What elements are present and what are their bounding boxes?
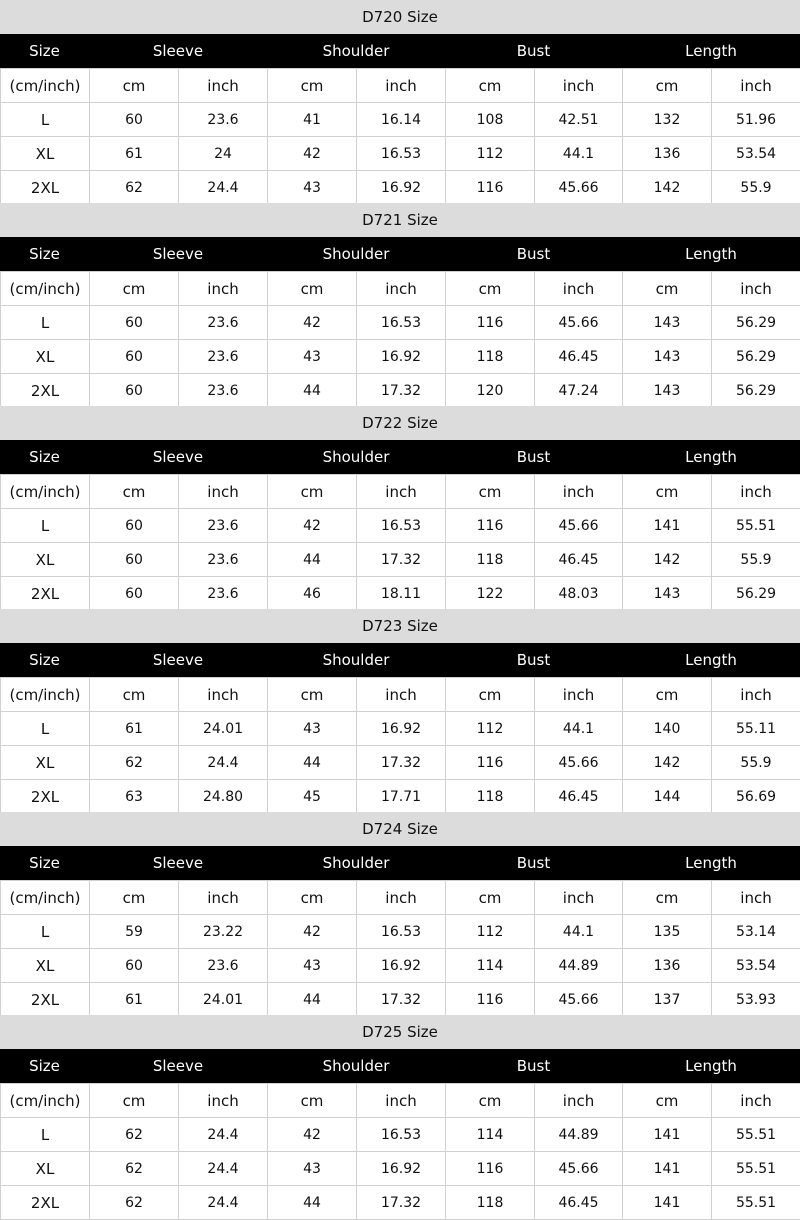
unit-cell: cm — [90, 69, 179, 103]
unit-cell: inch — [712, 475, 800, 509]
column-header-bust: Bust — [445, 237, 622, 271]
unit-cell: cm — [268, 272, 357, 306]
measurement-cell: 63 — [90, 780, 179, 814]
measurement-cell: 59 — [90, 915, 179, 949]
units-row — [1, 475, 800, 509]
size-label-cell: 2XL — [1, 780, 90, 814]
measurement-cell: 44 — [268, 983, 357, 1017]
measurement-cell: 45.66 — [535, 171, 623, 205]
measurement-cell: 55.51 — [712, 1152, 800, 1186]
column-header-size: Size — [0, 34, 89, 68]
measurement-cell: 53.54 — [712, 137, 800, 171]
measurement-cell: 16.92 — [357, 712, 446, 746]
size-label-cell: 2XL — [1, 983, 90, 1017]
measurement-cell: 43 — [268, 171, 357, 205]
measurement-cell: 114 — [446, 1118, 535, 1152]
measurement-cell: 116 — [446, 306, 535, 340]
measurement-cell: 55.9 — [712, 543, 800, 577]
measurement-cell: 42 — [268, 137, 357, 171]
measurement-cell: 24.80 — [179, 780, 268, 814]
column-header-length: Length — [622, 846, 800, 880]
table-title: D723 Size — [0, 609, 800, 643]
measurement-cell: 17.71 — [357, 780, 446, 814]
measurement-cell: 44 — [268, 746, 357, 780]
measurement-cell: 142 — [623, 543, 712, 577]
measurement-cell: 61 — [90, 712, 179, 746]
measurement-grid — [0, 1083, 800, 1220]
measurement-cell: 62 — [90, 171, 179, 205]
measurement-cell: 23.6 — [179, 543, 268, 577]
measurement-cell: 56.69 — [712, 780, 800, 814]
measurement-cell: 55.51 — [712, 509, 800, 543]
measurement-cell: 142 — [623, 171, 712, 205]
unit-cell: cm — [623, 475, 712, 509]
unit-cell: cm — [446, 881, 535, 915]
measurement-cell: 24.01 — [179, 712, 268, 746]
units-label: (cm/inch) — [1, 881, 90, 915]
unit-cell: cm — [90, 678, 179, 712]
measurement-cell: 141 — [623, 1118, 712, 1152]
measurement-cell: 16.92 — [357, 340, 446, 374]
unit-cell: cm — [268, 69, 357, 103]
column-header-row — [0, 643, 800, 677]
units-row — [1, 272, 800, 306]
measurement-cell: 56.29 — [712, 374, 800, 408]
measurement-cell: 42.51 — [535, 103, 623, 137]
measurement-cell: 55.11 — [712, 712, 800, 746]
column-header-sleeve: Sleeve — [89, 34, 267, 68]
table-row — [1, 171, 800, 205]
measurement-cell: 46.45 — [535, 780, 623, 814]
measurement-cell: 23.6 — [179, 103, 268, 137]
column-header-sleeve: Sleeve — [89, 440, 267, 474]
measurement-cell: 60 — [90, 543, 179, 577]
table-row — [1, 915, 800, 949]
unit-cell: inch — [535, 272, 623, 306]
measurement-cell: 118 — [446, 1186, 535, 1220]
size-table-1 — [0, 0, 800, 203]
measurement-cell: 141 — [623, 1152, 712, 1186]
table-row — [1, 543, 800, 577]
table-title: D722 Size — [0, 406, 800, 440]
measurement-cell: 23.6 — [179, 374, 268, 408]
column-header-row — [0, 846, 800, 880]
unit-cell: cm — [90, 1084, 179, 1118]
measurement-cell: 45.66 — [535, 306, 623, 340]
measurement-cell: 142 — [623, 746, 712, 780]
measurement-cell: 16.53 — [357, 509, 446, 543]
measurement-cell: 136 — [623, 137, 712, 171]
table-row — [1, 780, 800, 814]
measurement-cell: 16.53 — [357, 1118, 446, 1152]
column-header-shoulder: Shoulder — [267, 1049, 445, 1083]
measurement-cell: 16.92 — [357, 171, 446, 205]
unit-cell: inch — [357, 678, 446, 712]
column-header-size: Size — [0, 237, 89, 271]
measurement-cell: 16.53 — [357, 915, 446, 949]
table-title: D724 Size — [0, 812, 800, 846]
column-header-sleeve: Sleeve — [89, 643, 267, 677]
measurement-cell: 43 — [268, 949, 357, 983]
units-row — [1, 678, 800, 712]
measurement-cell: 56.29 — [712, 577, 800, 611]
unit-cell: inch — [712, 69, 800, 103]
size-table-5 — [0, 812, 800, 1015]
measurement-cell: 56.29 — [712, 340, 800, 374]
measurement-cell: 24.4 — [179, 1118, 268, 1152]
measurement-grid — [0, 880, 800, 1017]
unit-cell: cm — [623, 881, 712, 915]
measurement-cell: 118 — [446, 780, 535, 814]
measurement-cell: 44.1 — [535, 915, 623, 949]
measurement-cell: 55.9 — [712, 746, 800, 780]
measurement-cell: 23.22 — [179, 915, 268, 949]
measurement-cell: 141 — [623, 509, 712, 543]
measurement-cell: 116 — [446, 509, 535, 543]
measurement-cell: 137 — [623, 983, 712, 1017]
size-table-6 — [0, 1015, 800, 1218]
table-row — [1, 949, 800, 983]
table-title: D721 Size — [0, 203, 800, 237]
column-header-bust: Bust — [445, 440, 622, 474]
measurement-cell: 24.4 — [179, 1152, 268, 1186]
measurement-cell: 44 — [268, 374, 357, 408]
measurement-cell: 18.11 — [357, 577, 446, 611]
table-row — [1, 374, 800, 408]
column-header-size: Size — [0, 440, 89, 474]
measurement-cell: 43 — [268, 712, 357, 746]
column-header-length: Length — [622, 237, 800, 271]
size-label-cell: 2XL — [1, 577, 90, 611]
measurement-cell: 60 — [90, 374, 179, 408]
size-label-cell: L — [1, 306, 90, 340]
unit-cell: inch — [535, 881, 623, 915]
measurement-cell: 46.45 — [535, 543, 623, 577]
measurement-cell: 140 — [623, 712, 712, 746]
measurement-cell: 108 — [446, 103, 535, 137]
measurement-cell: 23.6 — [179, 340, 268, 374]
size-table-3 — [0, 406, 800, 609]
measurement-cell: 46 — [268, 577, 357, 611]
column-header-bust: Bust — [445, 1049, 622, 1083]
column-header-sleeve: Sleeve — [89, 846, 267, 880]
measurement-cell: 118 — [446, 340, 535, 374]
measurement-grid — [0, 677, 800, 814]
column-header-size: Size — [0, 643, 89, 677]
measurement-cell: 43 — [268, 1152, 357, 1186]
table-row — [1, 1186, 800, 1220]
measurement-cell: 44.89 — [535, 1118, 623, 1152]
measurement-grid — [0, 68, 800, 205]
measurement-cell: 23.6 — [179, 949, 268, 983]
measurement-cell: 112 — [446, 137, 535, 171]
measurement-cell: 56.29 — [712, 306, 800, 340]
unit-cell: inch — [712, 1084, 800, 1118]
column-header-row — [0, 34, 800, 68]
measurement-cell: 144 — [623, 780, 712, 814]
measurement-cell: 60 — [90, 340, 179, 374]
measurement-cell: 112 — [446, 712, 535, 746]
measurement-cell: 42 — [268, 1118, 357, 1152]
measurement-cell: 112 — [446, 915, 535, 949]
table-row — [1, 509, 800, 543]
measurement-cell: 62 — [90, 1152, 179, 1186]
unit-cell: inch — [179, 881, 268, 915]
measurement-cell: 116 — [446, 1152, 535, 1186]
unit-cell: inch — [179, 69, 268, 103]
measurement-cell: 24.4 — [179, 171, 268, 205]
unit-cell: cm — [90, 272, 179, 306]
unit-cell: cm — [446, 1084, 535, 1118]
unit-cell: inch — [712, 881, 800, 915]
measurement-cell: 24.4 — [179, 1186, 268, 1220]
column-header-bust: Bust — [445, 846, 622, 880]
table-row — [1, 137, 800, 171]
measurement-cell: 41 — [268, 103, 357, 137]
unit-cell: cm — [268, 881, 357, 915]
measurement-cell: 55.51 — [712, 1118, 800, 1152]
column-header-sleeve: Sleeve — [89, 237, 267, 271]
unit-cell: inch — [535, 678, 623, 712]
table-row — [1, 306, 800, 340]
unit-cell: cm — [623, 678, 712, 712]
measurement-cell: 24 — [179, 137, 268, 171]
measurement-cell: 44.89 — [535, 949, 623, 983]
measurement-cell: 141 — [623, 1186, 712, 1220]
measurement-cell: 46.45 — [535, 1186, 623, 1220]
units-row — [1, 881, 800, 915]
size-label-cell: L — [1, 712, 90, 746]
unit-cell: cm — [446, 475, 535, 509]
units-label: (cm/inch) — [1, 272, 90, 306]
column-header-sleeve: Sleeve — [89, 1049, 267, 1083]
column-header-shoulder: Shoulder — [267, 34, 445, 68]
unit-cell: inch — [357, 881, 446, 915]
measurement-cell: 60 — [90, 577, 179, 611]
column-header-bust: Bust — [445, 34, 622, 68]
column-header-length: Length — [622, 643, 800, 677]
size-table-4 — [0, 609, 800, 812]
size-label-cell: 2XL — [1, 374, 90, 408]
measurement-cell: 53.14 — [712, 915, 800, 949]
unit-cell: inch — [179, 475, 268, 509]
size-label-cell: XL — [1, 137, 90, 171]
measurement-cell: 122 — [446, 577, 535, 611]
measurement-cell: 60 — [90, 509, 179, 543]
column-header-shoulder: Shoulder — [267, 846, 445, 880]
table-row — [1, 983, 800, 1017]
measurement-cell: 114 — [446, 949, 535, 983]
units-label: (cm/inch) — [1, 1084, 90, 1118]
unit-cell: cm — [446, 678, 535, 712]
measurement-cell: 60 — [90, 103, 179, 137]
measurement-cell: 62 — [90, 1186, 179, 1220]
units-label: (cm/inch) — [1, 69, 90, 103]
measurement-cell: 51.96 — [712, 103, 800, 137]
measurement-cell: 55.51 — [712, 1186, 800, 1220]
column-header-shoulder: Shoulder — [267, 643, 445, 677]
measurement-cell: 61 — [90, 137, 179, 171]
measurement-cell: 24.4 — [179, 746, 268, 780]
table-row — [1, 103, 800, 137]
measurement-cell: 23.6 — [179, 509, 268, 543]
measurement-cell: 135 — [623, 915, 712, 949]
measurement-grid — [0, 271, 800, 408]
measurement-cell: 43 — [268, 340, 357, 374]
measurement-cell: 42 — [268, 306, 357, 340]
size-table-2 — [0, 203, 800, 406]
table-title: D725 Size — [0, 1015, 800, 1049]
measurement-cell: 42 — [268, 509, 357, 543]
unit-cell: inch — [712, 272, 800, 306]
unit-cell: inch — [179, 272, 268, 306]
size-label-cell: L — [1, 103, 90, 137]
column-header-length: Length — [622, 1049, 800, 1083]
measurement-cell: 53.54 — [712, 949, 800, 983]
column-header-size: Size — [0, 1049, 89, 1083]
measurement-cell: 44.1 — [535, 712, 623, 746]
measurement-cell: 47.24 — [535, 374, 623, 408]
unit-cell: inch — [712, 678, 800, 712]
table-row — [1, 1118, 800, 1152]
measurement-cell: 23.6 — [179, 577, 268, 611]
column-header-length: Length — [622, 440, 800, 474]
measurement-cell: 16.14 — [357, 103, 446, 137]
size-label-cell: 2XL — [1, 171, 90, 205]
column-header-size: Size — [0, 846, 89, 880]
units-row — [1, 69, 800, 103]
table-title: D720 Size — [0, 0, 800, 34]
measurement-cell: 45 — [268, 780, 357, 814]
measurement-cell: 53.93 — [712, 983, 800, 1017]
table-row — [1, 340, 800, 374]
measurement-cell: 44.1 — [535, 137, 623, 171]
measurement-cell: 17.32 — [357, 543, 446, 577]
measurement-cell: 143 — [623, 374, 712, 408]
measurement-cell: 136 — [623, 949, 712, 983]
measurement-cell: 120 — [446, 374, 535, 408]
unit-cell: inch — [535, 69, 623, 103]
table-row — [1, 1152, 800, 1186]
column-header-bust: Bust — [445, 643, 622, 677]
measurement-cell: 44 — [268, 1186, 357, 1220]
column-header-row — [0, 237, 800, 271]
size-label-cell: XL — [1, 949, 90, 983]
units-row — [1, 1084, 800, 1118]
unit-cell: cm — [90, 881, 179, 915]
measurement-cell: 46.45 — [535, 340, 623, 374]
unit-cell: inch — [357, 272, 446, 306]
size-label-cell: L — [1, 1118, 90, 1152]
table-row — [1, 577, 800, 611]
unit-cell: inch — [179, 1084, 268, 1118]
measurement-cell: 118 — [446, 543, 535, 577]
table-row — [1, 746, 800, 780]
measurement-cell: 62 — [90, 1118, 179, 1152]
unit-cell: inch — [357, 69, 446, 103]
measurement-cell: 116 — [446, 746, 535, 780]
units-label: (cm/inch) — [1, 678, 90, 712]
unit-cell: cm — [446, 272, 535, 306]
measurement-cell: 16.53 — [357, 306, 446, 340]
column-header-row — [0, 440, 800, 474]
measurement-cell: 143 — [623, 340, 712, 374]
unit-cell: cm — [623, 272, 712, 306]
unit-cell: cm — [90, 475, 179, 509]
measurement-cell: 45.66 — [535, 1152, 623, 1186]
unit-cell: cm — [268, 678, 357, 712]
unit-cell: cm — [268, 475, 357, 509]
size-label-cell: XL — [1, 1152, 90, 1186]
measurement-grid — [0, 474, 800, 611]
measurement-cell: 45.66 — [535, 983, 623, 1017]
measurement-cell: 17.32 — [357, 374, 446, 408]
measurement-cell: 23.6 — [179, 306, 268, 340]
unit-cell: inch — [357, 1084, 446, 1118]
table-row — [1, 712, 800, 746]
measurement-cell: 60 — [90, 949, 179, 983]
unit-cell: cm — [623, 1084, 712, 1118]
size-label-cell: 2XL — [1, 1186, 90, 1220]
measurement-cell: 61 — [90, 983, 179, 1017]
unit-cell: inch — [535, 1084, 623, 1118]
measurement-cell: 62 — [90, 746, 179, 780]
measurement-cell: 16.92 — [357, 949, 446, 983]
unit-cell: cm — [623, 69, 712, 103]
measurement-cell: 24.01 — [179, 983, 268, 1017]
column-header-row — [0, 1049, 800, 1083]
size-label-cell: XL — [1, 543, 90, 577]
unit-cell: inch — [179, 678, 268, 712]
measurement-cell: 45.66 — [535, 509, 623, 543]
column-header-length: Length — [622, 34, 800, 68]
measurement-cell: 16.92 — [357, 1152, 446, 1186]
unit-cell: cm — [446, 69, 535, 103]
units-label: (cm/inch) — [1, 475, 90, 509]
measurement-cell: 45.66 — [535, 746, 623, 780]
measurement-cell: 16.53 — [357, 137, 446, 171]
unit-cell: cm — [268, 1084, 357, 1118]
column-header-shoulder: Shoulder — [267, 440, 445, 474]
measurement-cell: 17.32 — [357, 1186, 446, 1220]
measurement-cell: 143 — [623, 577, 712, 611]
size-label-cell: L — [1, 915, 90, 949]
measurement-cell: 48.03 — [535, 577, 623, 611]
size-label-cell: XL — [1, 340, 90, 374]
measurement-cell: 17.32 — [357, 983, 446, 1017]
measurement-cell: 44 — [268, 543, 357, 577]
measurement-cell: 143 — [623, 306, 712, 340]
measurement-cell: 55.9 — [712, 171, 800, 205]
measurement-cell: 42 — [268, 915, 357, 949]
measurement-cell: 17.32 — [357, 746, 446, 780]
unit-cell: inch — [357, 475, 446, 509]
measurement-cell: 60 — [90, 306, 179, 340]
column-header-shoulder: Shoulder — [267, 237, 445, 271]
size-label-cell: L — [1, 509, 90, 543]
measurement-cell: 132 — [623, 103, 712, 137]
measurement-cell: 116 — [446, 171, 535, 205]
measurement-cell: 116 — [446, 983, 535, 1017]
size-label-cell: XL — [1, 746, 90, 780]
unit-cell: inch — [535, 475, 623, 509]
